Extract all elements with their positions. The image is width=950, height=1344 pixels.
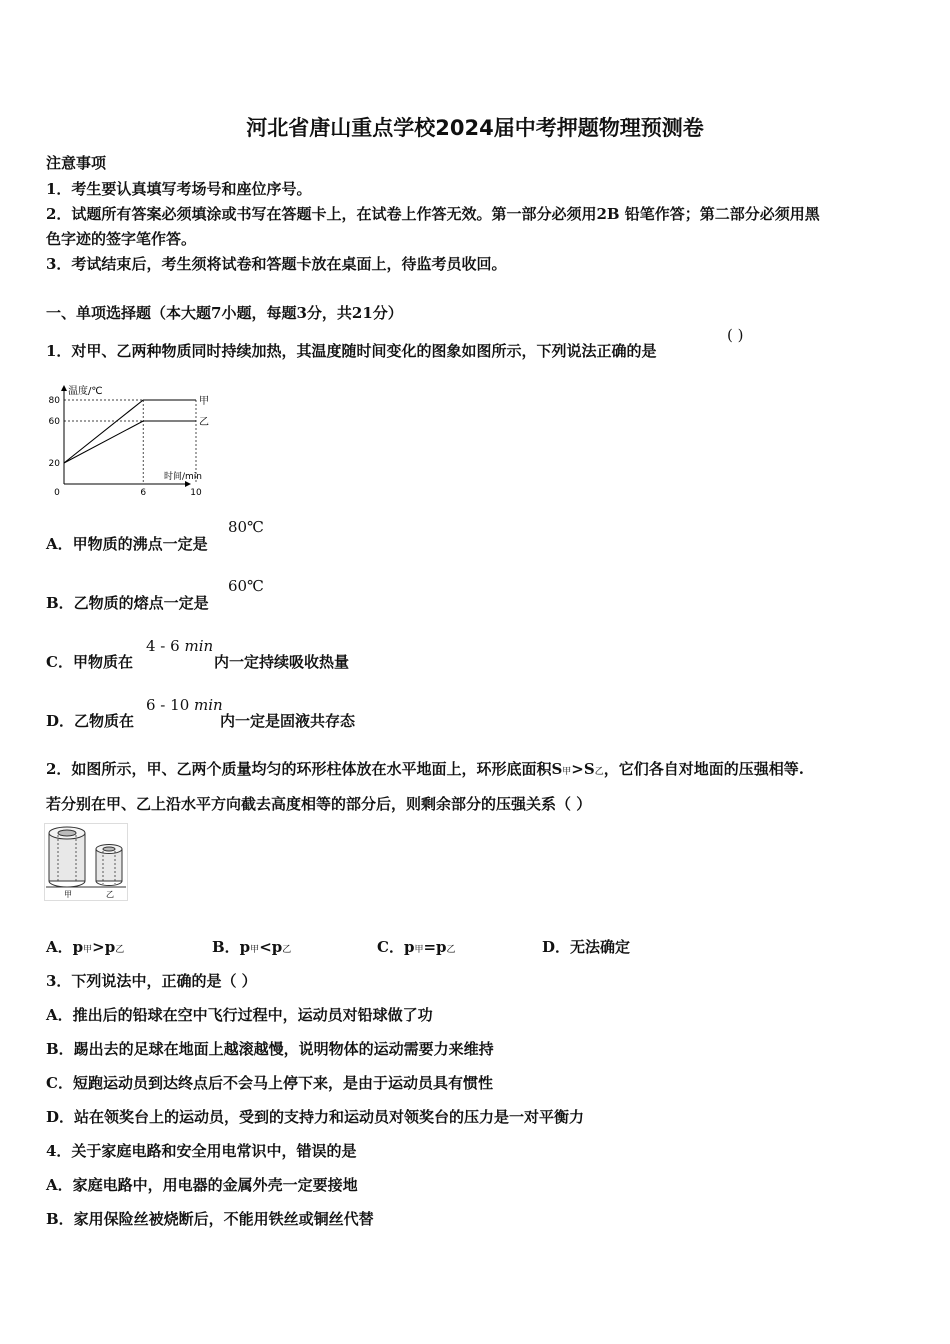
x-axis-label: 时间/min (164, 472, 203, 482)
option-d-unit: min (194, 696, 223, 714)
option-d-range: 6 - 10 (146, 696, 190, 714)
y-tick-label: 60 (48, 417, 60, 427)
opt-part: C．p (377, 938, 415, 956)
cylinder-jia (49, 827, 85, 887)
option-d (46, 710, 134, 731)
option-d-value (146, 696, 223, 714)
q4-option-b: B．家用保险丝被烧断后，不能用铁丝或铜丝代替 (46, 1210, 374, 1228)
cylinder-yi (96, 845, 122, 886)
chart-svg (40, 378, 220, 498)
option-c-post: 内一定持续吸收热量 (214, 653, 350, 671)
answer-bracket: ( ) (727, 326, 744, 344)
y-tick-label: 80 (48, 396, 60, 406)
option-b-value: 60℃ (228, 577, 264, 595)
notice-item: 色字迹的签字笔作答。 (46, 230, 197, 248)
ring-cylinders-figure (44, 823, 128, 901)
option-b (46, 592, 209, 613)
option-c-value (146, 637, 213, 655)
q4-option-a: A．家庭电路中，用电器的金属外壳一定要接地 (46, 1176, 358, 1194)
opt-part: A．p (46, 938, 84, 956)
cylinders-svg (44, 823, 128, 901)
q2-option-d: D．无法确定 (542, 938, 631, 956)
option-d-post: 内一定是固液共存态 (220, 712, 356, 730)
opt-part: =p (423, 938, 447, 956)
q2-stem-part: 2．如图所示，甲、乙两个质量均匀的环形柱体放在水平地面上，环形底面积S (46, 760, 563, 778)
notice-item: 2．试题所有答案必须填涂或书写在答题卡上，在试卷上作答无效。第一部分必须用2B 铅笔作答；第二部分必须用黑 (46, 205, 820, 223)
y-tick-label: 20 (48, 459, 60, 469)
notice-heading: 注意事项 (46, 154, 107, 172)
temperature-time-chart (40, 378, 220, 498)
section-heading: 一、单项选择题（本大题7小题，每题3分，共21分） (46, 304, 403, 322)
opt-part: >p (92, 938, 116, 956)
opt-sub: 乙 (282, 945, 292, 955)
opt-part: <p (259, 938, 283, 956)
x-tick-label: 10 (190, 488, 202, 498)
opt-sub: 甲 (83, 945, 93, 955)
notice-item: 3．考试结束后，考生须将试卷和答题卡放在桌面上，待监考员收回。 (46, 255, 507, 273)
q2-option-a (46, 936, 124, 957)
option-c-text: C．甲物质在 (46, 653, 133, 671)
opt-sub: 甲 (250, 945, 260, 955)
option-a-text: A．甲物质的沸点一定是 (46, 535, 208, 553)
option-d-text: D．乙物质在 (46, 712, 135, 730)
opt-sub: 乙 (115, 945, 125, 955)
question-1-stem: 1．对甲、乙两种物质同时持续加热，其温度随时间变化的图象如图所示，下列说法正确的是 (46, 342, 657, 360)
option-a (46, 533, 208, 554)
option-b-text: B．乙物质的熔点一定是 (46, 594, 209, 612)
question-3-stem: 3．下列说法中，正确的是（ ） (46, 972, 257, 990)
figure-label-yi: 乙 (106, 890, 114, 899)
option-c-range: 4 - 6 (146, 637, 180, 655)
x-tick-label: 6 (140, 488, 147, 498)
q2-stem-part: ，它们各自对地面的压强相等. (603, 760, 804, 778)
series-label: 甲 (199, 396, 209, 407)
q3-option-c: C．短跑运动员到达终点后不会马上停下来，是由于运动员具有惯性 (46, 1074, 493, 1092)
q3-option-a: A．推出后的铅球在空中飞行过程中，运动员对铅球做了功 (46, 1006, 433, 1024)
q2-sub: 乙 (594, 767, 604, 777)
opt-sub: 乙 (446, 945, 456, 955)
notice-item: 1．考生要认真填写考场号和座位序号。 (46, 180, 312, 198)
option-a-value: 80℃ (228, 518, 264, 536)
question-4-stem: 4．关于家庭电路和安全用电常识中，错误的是 (46, 1142, 357, 1160)
figure-label-jia: 甲 (64, 890, 72, 899)
q3-option-d: D．站在领奖台上的运动员，受到的支持力和运动员对领奖台的压力是一对平衡力 (46, 1108, 585, 1126)
x-tick-label: 0 (54, 488, 60, 498)
option-c (46, 651, 133, 672)
q2-option-c (377, 936, 456, 957)
question-2-stem (46, 758, 804, 779)
option-c-unit: min (184, 637, 214, 655)
page-title: 河北省唐山重点学校2024届中考押题物理预测卷 (246, 116, 704, 140)
series-line-yi (64, 421, 196, 463)
q3-option-b: B．踢出去的足球在地面上越滚越慢，说明物体的运动需要力来维持 (46, 1040, 494, 1058)
q2-option-b (212, 936, 291, 957)
opt-sub: 甲 (414, 945, 424, 955)
q2-stem-part: >S (571, 760, 595, 778)
series-line-jia (64, 400, 196, 463)
q2-sub: 甲 (562, 767, 572, 777)
question-2-stem-2: 若分别在甲、乙上沿水平方向截去高度相等的部分后，则剩余部分的压强关系（ ） (46, 795, 592, 813)
series-label: 乙 (199, 417, 209, 428)
opt-part: B．p (212, 938, 251, 956)
y-axis-label: 温度/℃ (68, 386, 103, 397)
